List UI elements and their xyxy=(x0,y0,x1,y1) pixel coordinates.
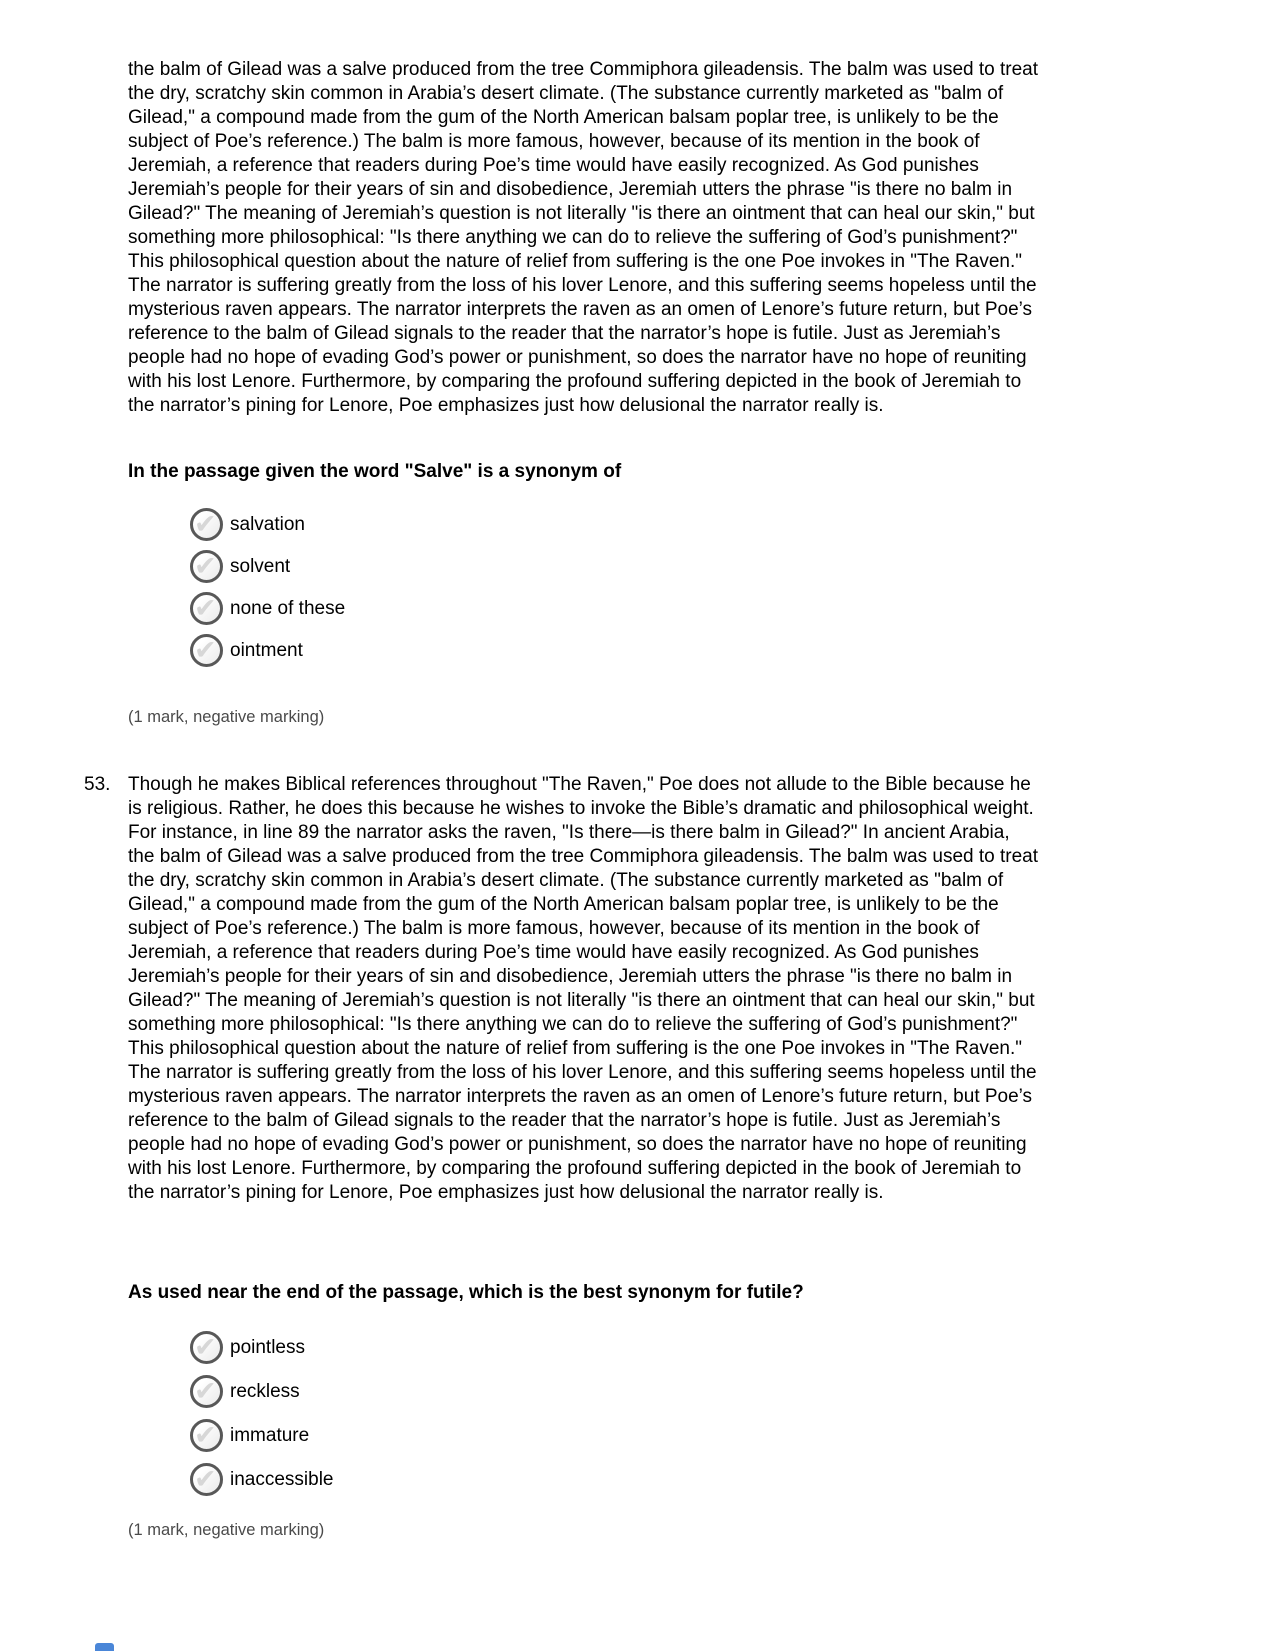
question-prompt: In the passage given the word "Salve" is a synonym of xyxy=(128,461,622,482)
radio-check-icon: ✔ xyxy=(194,551,217,581)
option-label[interactable]: inaccessible xyxy=(230,1468,334,1490)
passage-line: Though he makes Biblical references throughout "The Raven," Poe does not allude to the Bible because he xyxy=(128,774,1031,795)
passage-line: Gilead," a compound made from the gum of the North American balsam poplar tree, is unlikely to be the xyxy=(128,107,999,128)
passage-line: the balm of Gilead was a salve produced from the tree Commiphora gileadensis. The balm was used to treat xyxy=(128,59,1039,80)
passage-line: Gilead?" The meaning of Jeremiah’s question is not literally "is there an ointment that can heal our skin," but xyxy=(128,203,1035,224)
radio-check-icon: ✔ xyxy=(194,635,217,665)
passage-line: people had no hope of evading God’s power or punishment, so does the narrator have no hope of reuniting xyxy=(128,347,1027,368)
passage-line: This philosophical question about the nature of relief from suffering is the one Poe invokes in "The Raven." xyxy=(128,251,1022,272)
option-label[interactable]: salvation xyxy=(230,513,305,535)
radio-button[interactable] xyxy=(190,1419,223,1452)
passage-line: Jeremiah’s people for their years of sin and disobedience, Jeremiah utters the phrase "is there no balm in xyxy=(128,179,1013,200)
option-label[interactable]: ointment xyxy=(230,639,303,661)
radio-check-icon: ✔ xyxy=(194,1420,217,1450)
option-label[interactable]: immature xyxy=(230,1424,310,1446)
option-label[interactable]: solvent xyxy=(230,555,291,577)
passage-line: Jeremiah, a reference that readers during Poe’s time would have easily recognized. As God punishes xyxy=(128,942,979,963)
question-prompt: As used near the end of the passage, which is the best synonym for futile? xyxy=(128,1282,804,1303)
passage-line: the dry, scratchy skin common in Arabia’s desert climate. (The substance currently marketed as "balm of xyxy=(128,870,1004,891)
option-row[interactable] xyxy=(190,1463,1188,1496)
option-label[interactable]: pointless xyxy=(230,1336,305,1358)
option-row[interactable] xyxy=(190,634,1188,667)
passage-line: reference to the balm of Gilead signals to the reader that the narrator’s hope is futile. Just as Jeremiah’s xyxy=(128,1110,1001,1131)
passage-line: the narrator’s pining for Lenore, Poe emphasizes just how delusional the narrator really is. xyxy=(128,395,884,416)
passage-line: something more philosophical: "Is there anything we can do to relieve the suffering of God’s punishment?" xyxy=(128,1014,1018,1035)
passage-line: reference to the balm of Gilead signals to the reader that the narrator’s hope is futile. Just as Jeremiah’s xyxy=(128,323,1001,344)
question-53-passage xyxy=(128,773,1188,1205)
option-row[interactable] xyxy=(190,592,1188,625)
passage-line: For instance, in line 89 the narrator asks the raven, "Is there—is there balm in Gilead?" In ancient Arabia, xyxy=(128,822,1010,843)
passage-line: with his lost Lenore. Furthermore, by comparing the profound suffering depicted in the book of Jeremiah to xyxy=(128,371,1022,392)
option-label[interactable]: reckless xyxy=(230,1380,300,1402)
radio-button[interactable] xyxy=(190,634,223,667)
passage-line: the dry, scratchy skin common in Arabia’s desert climate. (The substance currently marketed as "balm of xyxy=(128,83,1004,104)
passage-line: This philosophical question about the nature of relief from suffering is the one Poe invokes in "The Raven." xyxy=(128,1038,1022,1059)
passage-line: The narrator is suffering greatly from the loss of his lover Lenore, and this suffering seems hopeless until the xyxy=(128,1062,1037,1083)
passage-line: The narrator is suffering greatly from the loss of his lover Lenore, and this suffering seems hopeless until the xyxy=(128,275,1037,296)
passage-line: with his lost Lenore. Furthermore, by comparing the profound suffering depicted in the book of Jeremiah to xyxy=(128,1158,1022,1179)
options-group xyxy=(190,508,1188,667)
option-row[interactable] xyxy=(190,1419,1188,1452)
radio-button[interactable] xyxy=(190,1331,223,1364)
passage-line: the balm of Gilead was a salve produced from the tree Commiphora gileadensis. The balm was used to treat xyxy=(128,846,1039,867)
passage-line: something more philosophical: "Is there anything we can do to relieve the suffering of God’s punishment?" xyxy=(128,227,1018,248)
passage-line: subject of Poe’s reference.) The balm is more famous, however, because of its mention in the book of xyxy=(128,131,980,152)
radio-button[interactable] xyxy=(190,508,223,541)
passage-line: mysterious raven appears. The narrator interprets the raven as an omen of Lenore’s future return, but Poe’s xyxy=(128,1086,1033,1107)
passage-line: Gilead," a compound made from the gum of the North American balsam poplar tree, is unlikely to be the xyxy=(128,894,999,915)
radio-button[interactable] xyxy=(190,1375,223,1408)
radio-check-icon: ✔ xyxy=(194,1332,217,1362)
radio-check-icon: ✔ xyxy=(194,509,217,539)
option-row[interactable] xyxy=(190,1375,1188,1408)
passage-tail xyxy=(128,58,1188,418)
option-row[interactable] xyxy=(190,550,1188,583)
passage-line: subject of Poe’s reference.) The balm is more famous, however, because of its mention in the book of xyxy=(128,918,980,939)
passage-line: Jeremiah, a reference that readers during Poe’s time would have easily recognized. As God punishes xyxy=(128,155,979,176)
option-row[interactable] xyxy=(190,1331,1188,1364)
passage-line: people had no hope of evading God’s power or punishment, so does the narrator have no hope of reuniting xyxy=(128,1134,1027,1155)
radio-check-icon: ✔ xyxy=(194,1376,217,1406)
options-group xyxy=(190,1331,1188,1496)
passage-line: mysterious raven appears. The narrator interprets the raven as an omen of Lenore’s future return, but Poe’s xyxy=(128,299,1033,320)
question-number: 53. xyxy=(84,774,111,795)
radio-button[interactable] xyxy=(190,1463,223,1496)
passage-line: is religious. Rather, he does this because he wishes to invoke the Bible’s dramatic and philosophical weight. xyxy=(128,798,1034,819)
question-53-block xyxy=(84,773,1188,1540)
passage-line: Gilead?" The meaning of Jeremiah’s question is not literally "is there an ointment that can heal our skin," but xyxy=(128,990,1035,1011)
radio-check-icon: ✔ xyxy=(194,1464,217,1494)
passage-line: Jeremiah’s people for their years of sin and disobedience, Jeremiah utters the phrase "is there no balm in xyxy=(128,966,1013,987)
option-row[interactable] xyxy=(190,508,1188,541)
radio-button[interactable] xyxy=(190,592,223,625)
radio-check-icon: ✔ xyxy=(194,593,217,623)
radio-button[interactable] xyxy=(190,550,223,583)
passage-line: the narrator’s pining for Lenore, Poe emphasizes just how delusional the narrator really is. xyxy=(128,1182,884,1203)
marks-note: (1 mark, negative marking) xyxy=(128,1521,325,1539)
partial-bottom-button[interactable] xyxy=(95,1643,114,1651)
marks-note: (1 mark, negative marking) xyxy=(128,708,325,726)
option-label[interactable]: none of these xyxy=(230,597,346,619)
